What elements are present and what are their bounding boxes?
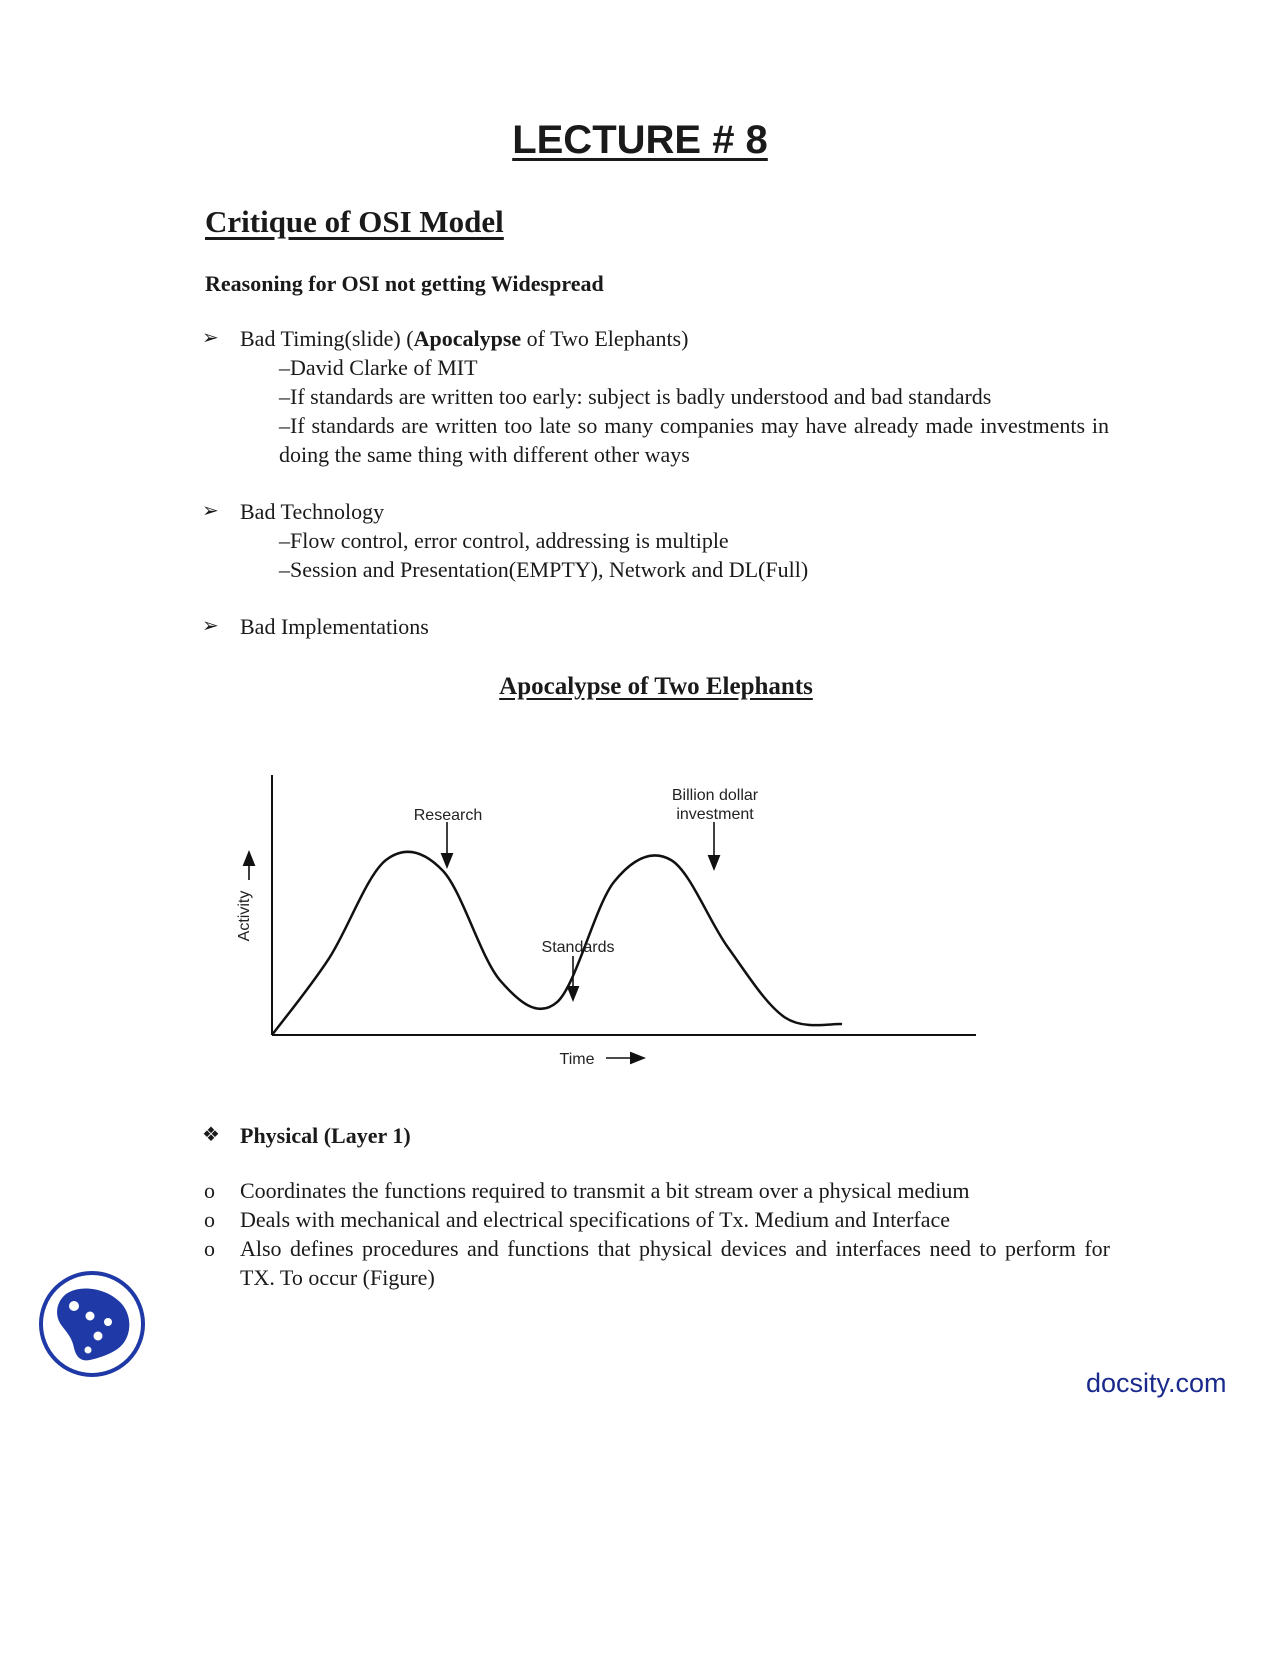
sub-item: –If standards are written too early: subject is badly understood and bad standards bbox=[279, 384, 992, 409]
physical-item: Deals with mechanical and electrical specifications of Tx. Medium and Interface bbox=[240, 1207, 951, 1232]
physical-heading: Physical (Layer 1) bbox=[240, 1123, 411, 1148]
figure-title: Apocalypse of Two Elephants bbox=[499, 673, 813, 700]
page-title: LECTURE # 8 bbox=[512, 118, 768, 162]
arrow-bullet-icon: ➢ bbox=[202, 327, 219, 349]
bullet-bad-implementations: Bad Implementations bbox=[240, 614, 429, 639]
circle-bullet-icon: o bbox=[204, 1178, 215, 1203]
circle-bullet-icon: o bbox=[204, 1207, 215, 1232]
investment-label-line1: Billion dollar bbox=[671, 787, 759, 804]
docsity-logo-icon[interactable] bbox=[36, 1268, 148, 1380]
research-label: Research bbox=[413, 807, 483, 824]
bullet-bad-timing: Bad Timing(slide) (Apocalypse of Two Elephants) bbox=[240, 326, 689, 351]
docsity-link[interactable]: docsity.com bbox=[1086, 1368, 1227, 1398]
arrow-bullet-icon: ➢ bbox=[202, 500, 219, 522]
physical-item: Also defines procedures and functions that physical devices and interfaces need to perform for TX. To occur (Figure) bbox=[240, 1236, 1110, 1290]
arrow-bullet-icon: ➢ bbox=[202, 615, 219, 637]
activity-time-chart bbox=[220, 760, 1000, 1080]
sub-item: –Session and Presentation(EMPTY), Network and DL(Full) bbox=[279, 557, 809, 582]
physical-item: Coordinates the functions required to transmit a bit stream over a physical medium bbox=[240, 1178, 970, 1203]
diamond-bullet-icon: ❖ bbox=[202, 1124, 220, 1146]
sub-item: –David Clarke of MIT bbox=[279, 355, 478, 380]
subheading: Reasoning for OSI not getting Widespread bbox=[205, 271, 604, 296]
bullet-bad-technology: Bad Technology bbox=[240, 499, 385, 524]
section-title: Critique of OSI Model bbox=[205, 204, 504, 239]
sub-item: –Flow control, error control, addressing is multiple bbox=[279, 528, 729, 553]
y-axis-label: Activity bbox=[236, 890, 253, 942]
circle-bullet-icon: o bbox=[204, 1236, 215, 1261]
sub-item: –If standards are written too late so many companies may have already made investments in doing the same thing with different other ways bbox=[279, 413, 1109, 467]
standards-label: Standards bbox=[541, 939, 615, 956]
x-axis-label: Time bbox=[559, 1051, 595, 1068]
investment-label-line2: investment bbox=[676, 806, 754, 823]
